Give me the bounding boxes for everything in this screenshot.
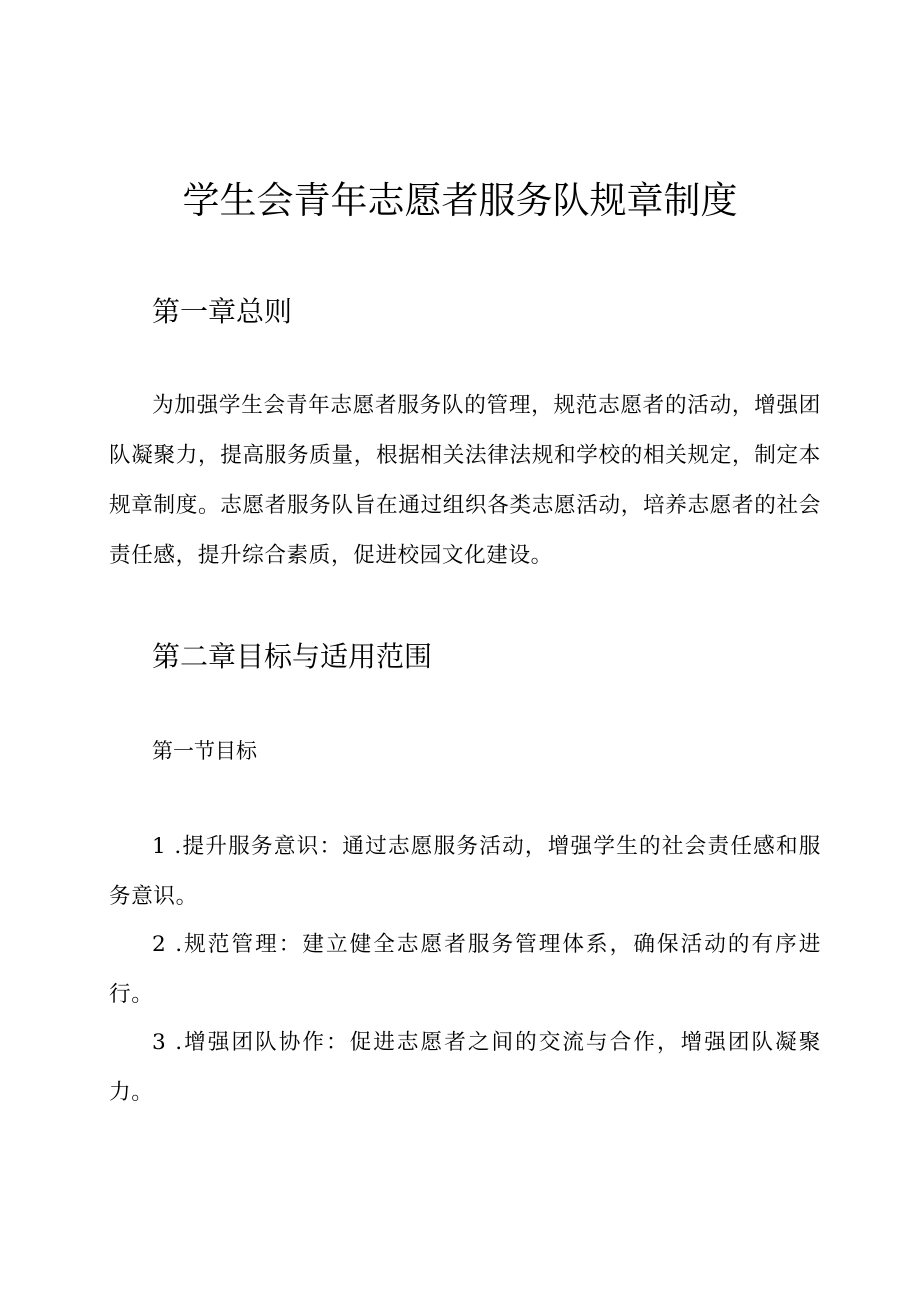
document-title: 学生会青年志愿者服务队规章制度	[182, 179, 738, 222]
section-1-heading: 第一节目标	[152, 739, 257, 763]
goal-item-2: 2 .规范管理：建立健全志愿者服务管理体系，确保活动的有序进行。	[109, 932, 821, 1007]
chapter-1-heading: 第一章总则	[152, 295, 293, 328]
goal-item-1: 1 .提升服务意识：通过志愿服务活动，增强学生的社会责任感和服务意识。	[109, 834, 821, 909]
chapter-1-paragraph: 为加强学生会青年志愿者服务队的管理，规范志愿者的活动，增强团队凝聚力，提高服务质量，根据相关法律法规和学校的相关规定，制定本规章制度。志愿者服务队旨在通过组织各类志愿活动，培养志愿者的社会责任感，提升综合素质，促进校园文化建设。	[109, 393, 821, 568]
goal-item-3: 3 .增强团队协作：促进志愿者之间的交流与合作，增强团队凝聚力。	[109, 1030, 821, 1105]
chapter-2-heading: 第二章目标与适用范围	[152, 640, 433, 673]
